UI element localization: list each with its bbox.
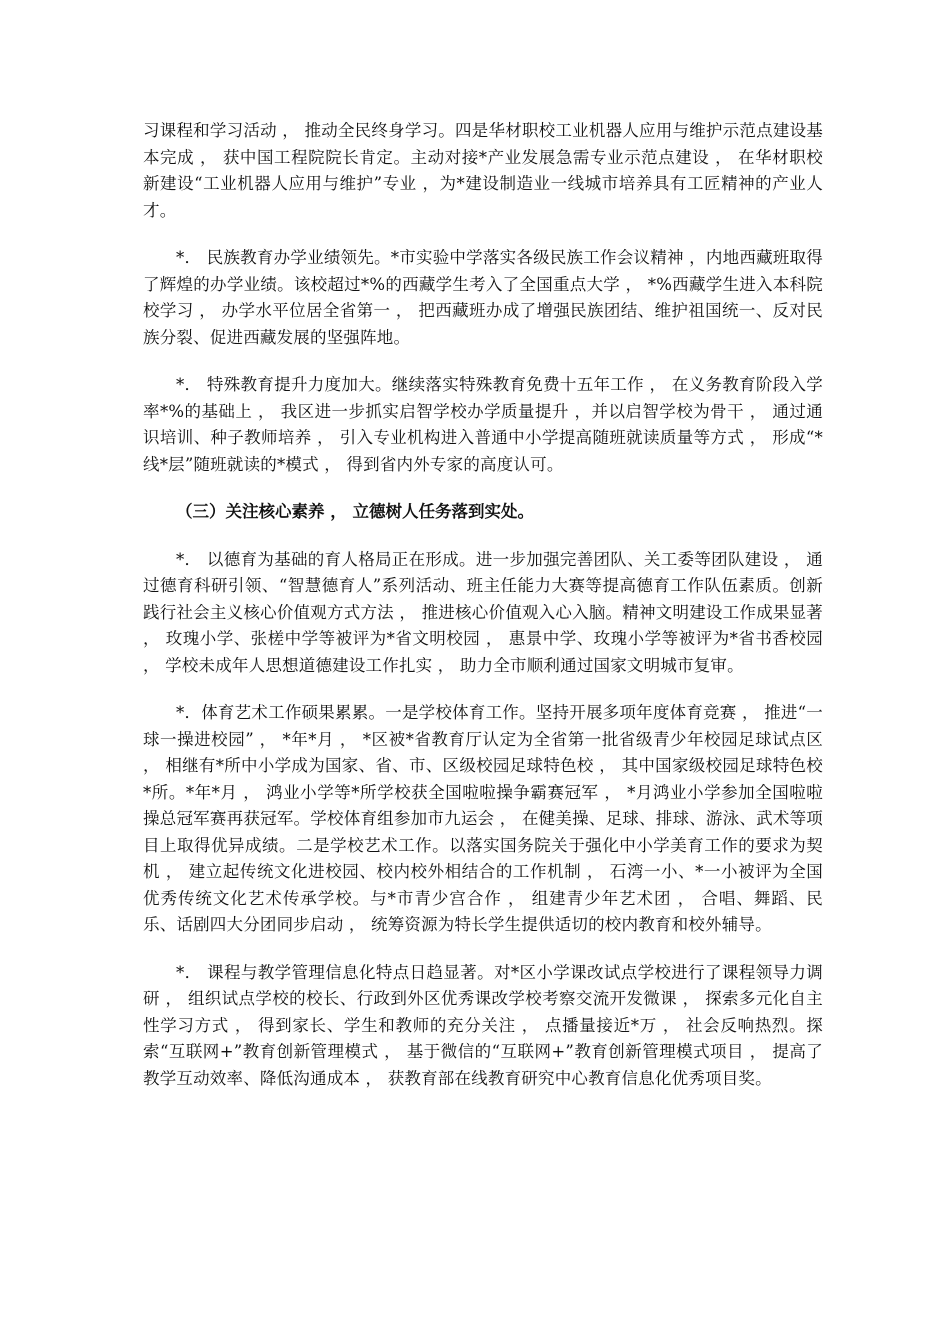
paragraph-gap	[143, 478, 823, 499]
paragraph-gap	[143, 679, 823, 700]
paragraph-gap	[143, 939, 823, 960]
document-page	[143, 118, 823, 1092]
paragraph-curriculum-informatization: *． 课程与教学管理信息化特点日趋显著。对*区小学课改试点学校进行了课程领导力调研 ， 组织试点学校的校长、行政到外区优秀课改学校考察交流开发微课 ， 探索多元化自主性学习方式 ， 得到家长、学生和教师的充分关注 ， 点播量接近*万 ， 社会反响热烈。探索“互联网+”教育创新管理模式 ， 基于微信的“互联网+”教育创新管理模式项目 ， 提高了教学互动效率、降低沟通成本 ， 获教育部在线教育研究中心教育信息化优秀项目奖。	[143, 962, 823, 1088]
paragraph-ethnic-education: *． 民族教育办学业绩领先。*市实验中学落实各级民族工作会议精神 ，内地西藏班取得了辉煌的办学业绩。该校超过*%的西藏学生考入了全国重点大学 ， *%西藏学生进入本科院校学习 ， 办学水平位居全省第一 ， 把西藏班办成了增强民族团结、维护祖国统一、反对民族分裂、促进西藏发展的坚强阵地。	[143, 248, 823, 347]
paragraph-special-education: *． 特殊教育提升力度加大。继续落实特殊教育免费十五年工作 ， 在义务教育阶段入学率*%的基础上 ， 我区进一步抓实启智学校办学质量提升 ，并以启智学校为骨干 ， 通过通识培训、种子教师培养 ， 引入专业机构进入普通中小学提高随班就读质量等方式 ， 形成“*线*层”随班就读的*模式 ， 得到省内外专家的高度认可。	[143, 375, 823, 474]
paragraph-gap	[143, 224, 823, 245]
paragraph-moral-education: *． 以德育为基础的育人格局正在形成。进一步加强完善团队、关工委等团队建设 ， 通过德育科研引领、“智慧德育人”系列活动、班主任能力大赛等提高德育工作队伍素质。创新践行社会主义核心价值观方式方法 ， 推进核心价值观入心入脑。精神文明建设工作成果显著 ， 玫瑰小学、张槎中学等被评为*省文明校园 ， 惠景中学、玫瑰小学等被评为*省书香校园 ， 学校未成年人思想道德建设工作扎实 ， 助力全市顺利通过国家文明城市复审。	[143, 549, 823, 675]
paragraph-lifelong-learning: 习课程和学习活动 ， 推动全民终身学习。四是华材职校工业机器人应用与维护示范点建设基本完成 ， 获中国工程院院长肯定。主动对接*产业发展急需专业示范点建设 ， 在华材职校新建设“工业机器人应用与维护”专业 ，为*建设制造业一线城市培养具有工匠精神的产业人才。	[143, 121, 823, 220]
section-heading: （三）关注核心素养 ， 立德树人任务落到实处。	[176, 502, 534, 521]
paragraph-gap	[143, 526, 823, 547]
paragraph-gap	[143, 351, 823, 372]
paragraph-sports-arts: *．体育艺术工作硕果累累。一是学校体育工作。坚持开展多项年度体育竞赛 ， 推进“一球一操进校园” ， *年*月 ， *区被*省教育厅认定为全省第一批省级青少年校园足球试点区 ， 相继有*所中小学成为国家、省、市、区级校园足球特色校 ， 其中国家级校园足球特色校*所。*年*月 ， 鸿业小学等*所学校获全国啦啦操争霸赛冠军 ， *月鸿业小学参加全国啦啦操总冠军赛再获冠军。学校体育组参加市九运会 ， 在健美操、足球、排球、游泳、武术等项目上取得优异成绩。二是学校艺术工作。以落实国务院关于强化中小学美育工作的要求为契机 ， 建立起传统文化进校园、校内校外相结合的工作机制 ， 石湾一小、*一小被评为全国优秀传统文化艺术传承学校。与*市青少宫合作 ， 组建青少年艺术团 ， 合唱、舞蹈、民乐、话剧四大分团同步启动 ， 统筹资源为特长学生提供适切的校内教育和校外辅导。	[143, 703, 823, 934]
